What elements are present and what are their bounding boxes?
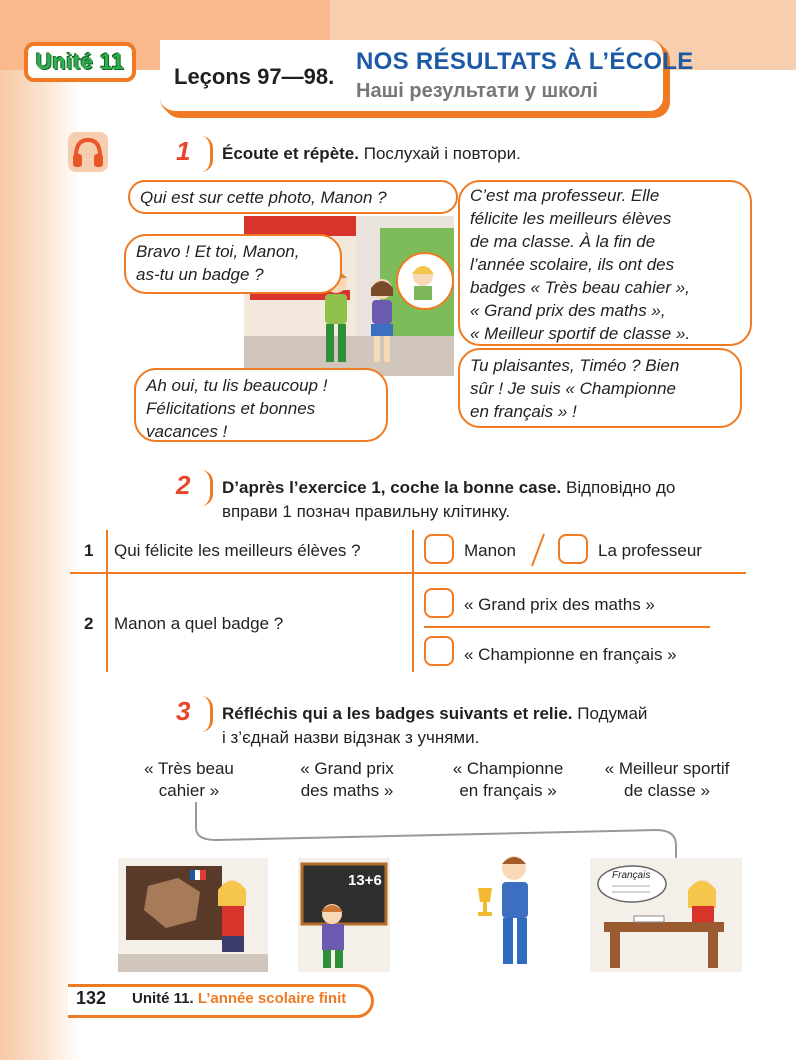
badge-meilleur-sportif[interactable]: « Meilleur sportif de classe » (604, 759, 730, 800)
badge-championne-francais[interactable]: « Championne en français » (452, 759, 564, 800)
headphones-icon[interactable] (68, 132, 108, 172)
thought-photo (396, 252, 454, 310)
exercise-2-instruction: D’après l’exercice 1, coche la bonne case. Відповідно до вправи 1 познач правильну клітинку. (222, 478, 676, 521)
table-col-line-1 (106, 530, 108, 672)
page-subtitle: Наші результати у школі (356, 80, 598, 102)
option-grand-prix: « Grand prix des maths » (464, 595, 655, 614)
speech-bubble-4: C’est ma professeur. Elle félicite les meilleurs élèves de ma classe. À la fin de l’année scolaire, ils ont des badges « Très beau cahier », « Grand prix des maths », « Meilleur sportif de classe ». (458, 180, 752, 346)
speech-bubble-2: Bravo ! Et toi, Manon, as-tu un badge ? (124, 234, 342, 294)
example-connector-line (186, 800, 686, 860)
speech-bubble-5: Tu plaisantes, Timéo ? Bien sûr ! Je suis « Championne en français » ! (458, 348, 742, 428)
speech-bubble-1: Qui est sur cette photo, Manon ? (128, 180, 458, 214)
girl-character (364, 276, 400, 366)
picture-boy-trophy[interactable] (470, 852, 550, 972)
slash-separator (530, 532, 546, 568)
speech-bubble-3: Ah oui, tu lis beaucoup ! Félicitations et bonnes vacances ! (134, 368, 388, 442)
unit-badge: Unité 11 (24, 42, 136, 82)
exercise-1-instruction: Écoute et répète. Послухай і повтори. (222, 144, 521, 163)
row-1-question: Qui félicite les meilleurs élèves ? (114, 541, 361, 560)
option-divider (424, 626, 710, 628)
picture-girl-map[interactable] (118, 858, 268, 972)
page-title: NOS RÉSULTATS À L’ÉCOLE (356, 48, 694, 75)
row-2-question: Manon a quel badge ? (114, 614, 284, 633)
badge-tres-beau-cahier[interactable]: « Très beau cahier » (144, 759, 234, 800)
lessons-label: Leçons 97—98. (174, 64, 335, 89)
board-french-text: Français (612, 870, 651, 881)
checkbox-grand-prix[interactable] (424, 588, 454, 618)
checkbox-championne[interactable] (424, 636, 454, 666)
picture-girl-french-desk[interactable] (590, 858, 742, 972)
exercise-1-number: 1 (176, 136, 216, 172)
page-number: 132 (76, 988, 107, 1008)
exercise-3-instruction: Réfléchis qui a les badges suivants et relie. Подумай і з’єднай назви відзнак з учнями. (222, 704, 648, 747)
exercise-2-number: 2 (176, 470, 216, 506)
table-divider (70, 572, 746, 574)
table-col-line-2 (412, 530, 414, 672)
row-1-number: 1 (84, 541, 94, 560)
footer-unit-title: Unité 11. L’année scolaire finit (132, 990, 347, 1007)
option-manon: Manon (464, 541, 516, 560)
option-professeur: La professeur (598, 541, 702, 560)
badge-grand-prix-maths[interactable]: « Grand prix des maths » (300, 759, 394, 800)
option-championne: « Championne en français » (464, 645, 677, 664)
row-2-number: 2 (84, 614, 94, 633)
exercise-3-number: 3 (176, 696, 216, 732)
school-roof (244, 216, 356, 236)
board-math-text: 13+6 (348, 872, 382, 889)
checkbox-manon[interactable] (424, 534, 454, 564)
picture-boy-math-board[interactable] (298, 858, 390, 972)
checkbox-professeur[interactable] (558, 534, 588, 564)
